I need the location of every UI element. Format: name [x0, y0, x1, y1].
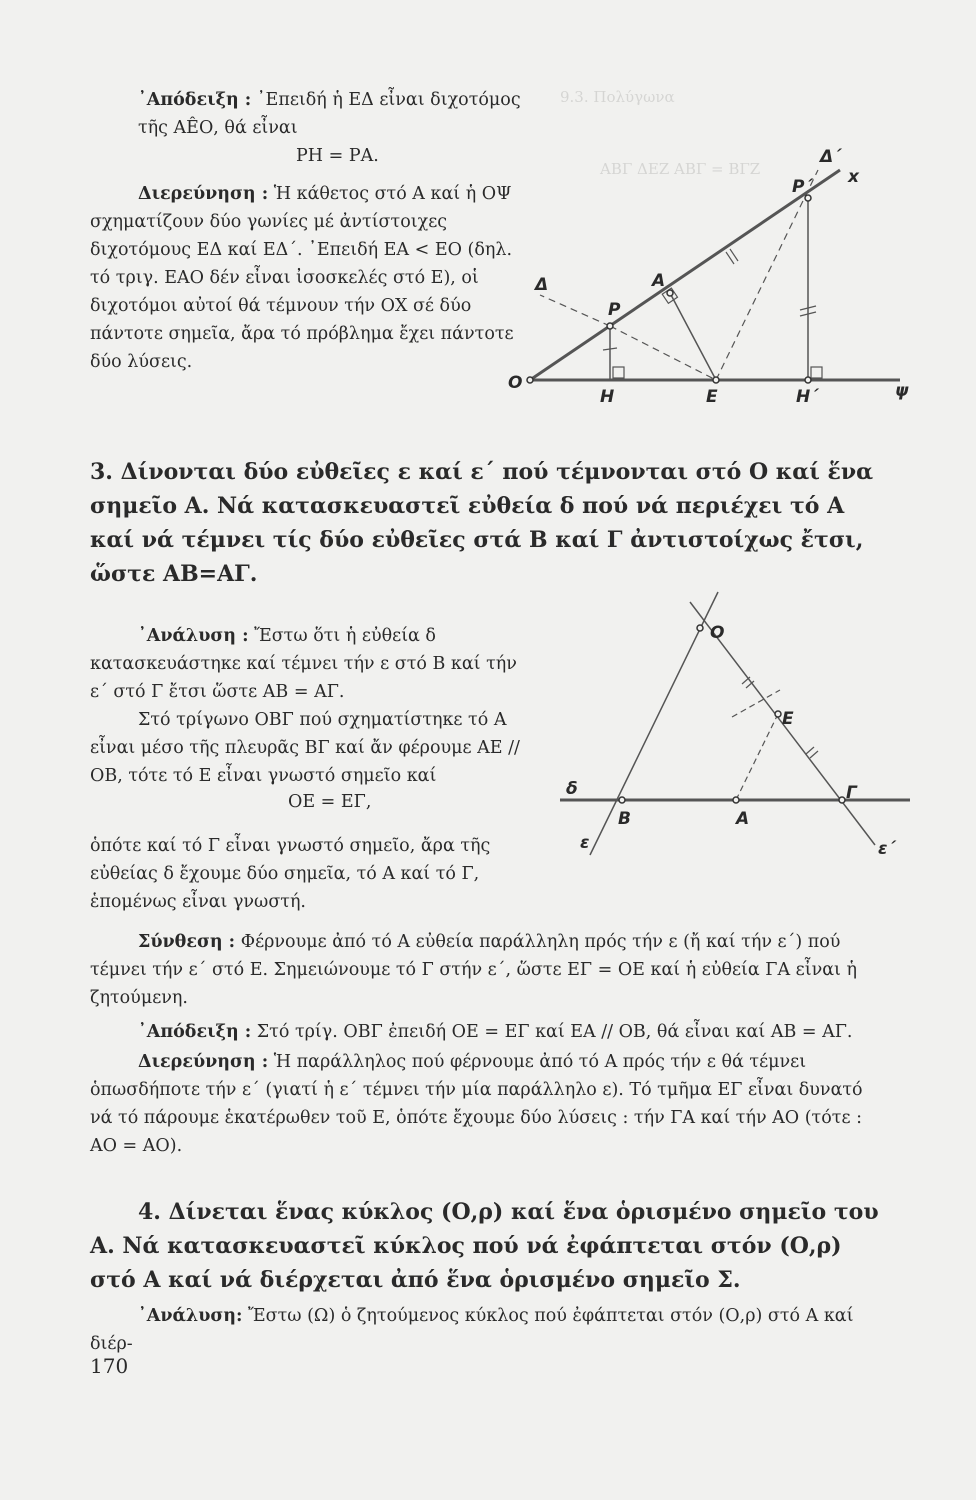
label-p-prime: Ρ΄ — [792, 177, 812, 197]
label-a: Α — [652, 271, 666, 291]
label-e: Ε — [706, 387, 718, 407]
discussion-paragraph — [90, 180, 533, 376]
proof-label: ᾿Απόδειξη : — [138, 90, 252, 110]
label-e: Ε — [782, 709, 794, 729]
analysis-equation: ΟΕ = ΕΓ, — [288, 792, 372, 812]
label-g: Γ — [846, 783, 857, 803]
segment-ea — [670, 293, 716, 380]
analysis-label: ᾿Ανάλυση : — [138, 626, 249, 646]
label-o: Ο — [710, 623, 725, 643]
label-h: Η — [600, 387, 615, 407]
segment-ae — [736, 714, 778, 800]
analysis-paragraph-4 — [90, 1302, 890, 1358]
label-x: x — [848, 167, 859, 187]
proof-equation: ΡΗ = ΡΑ. — [296, 146, 379, 166]
label-d: Δ — [535, 275, 549, 295]
analysis-paragraph-2: Στό τρίγωνο ΟΒΓ πού σχηματίστηκε τό Α εἶναι μέσο τῆς πλευρᾶς ΒΓ καί ἄν φέρουμε ΑΕ // ΟΒ, τότε τό Ε εἶναι γνωστό σημεῖο καί — [90, 710, 520, 786]
label-delta: δ — [566, 779, 578, 799]
label-epsilon: ε — [580, 833, 590, 853]
proof-label-3: ᾿Απόδειξη : — [138, 1022, 252, 1042]
figure-midpoint-construction — [560, 590, 920, 880]
label-epsilon-prime: ε΄ — [878, 839, 895, 859]
bleed-through-text: ΑΒΓ ΔΕΖ ΑΒΓ = ΒΓΖ — [600, 160, 761, 178]
proof-text: ᾿Επειδή ἡ ΕΔ εἶναι διχοτόμος τῆς ΑÊΟ, θά εἶναι — [138, 90, 521, 138]
discussion-paragraph-3 — [90, 1048, 890, 1160]
proof-paragraph-3 — [90, 1018, 890, 1046]
problem-3-title: 3. Δίνονται δύο εὐθεῖες ε καί ε΄ πού τέμνονται στό Ο καί ἕνα σημεῖο Α. Νά κατασκευαστεῖ εὐθεία δ πού νά περιέχει τό Α καί νά τέμνει τίς δύο εὐθεῖες στά Β καί Γ ἀντιστοίχως ἔτσι, ὥστε ΑΒ=ΑΓ. — [90, 459, 874, 587]
discussion-label-3: Διερεύνηση : — [138, 1052, 269, 1072]
analysis-label-4: ᾿Ανάλυση: — [138, 1306, 243, 1326]
label-h-prime: Η΄ — [796, 387, 818, 407]
label-d-prime: Δ΄ — [820, 147, 841, 167]
label-b: Β — [618, 809, 631, 829]
analysis-text: Ἔστω ὅτι ἡ εὐθεία δ κατασκευάστηκε καί τέμνει τήν ε στό Β καί τήν ε΄ στό Γ ἔτσι ὥστε ΑΒ = ΑΓ. — [90, 626, 517, 702]
problem-4-title: 4. Δίνεται ἕνας κύκλος (Ο,ρ) καί ἕνα ὁρισμένο σημεῖο του Α. Νά κατασκευαστεῖ κύκλος πού νά ἐφάπτεται στόν (Ο,ρ) στό Α καί νά διέρχεται ἀπό ἕνα ὁρισμένο σημεῖο Σ. — [90, 1199, 879, 1293]
line-o-x — [530, 170, 840, 380]
label-o: Ο — [508, 373, 523, 393]
discussion-text-3: Ἡ παράλληλος πού φέρνουμε ἀπό τό Α πρός τήν ε θά τέμνει ὁπωσδήποτε τήν ε΄ (γιατί ἡ ε΄ τέμνει τήν μία παράλληλο ε). Τό τμῆμα ΕΓ εἶναι δυνατό νά τό πάρουμε ἑκατέρωθεν τοῦ Ε, ὁπότε ἔχουμε δύο λύσεις : τήν ΓΑ καί τήν ΑΟ (τότε : ΑΟ = ΑΟ). — [90, 1052, 863, 1156]
label-a: Α — [736, 809, 750, 829]
label-p: Ρ — [608, 300, 621, 320]
analysis-text-4: Ἔστω (Ω) ὁ ζητούμενος κύκλος πού ἐφάπτεται στόν (Ο,ρ) στό Α καί διέρ- — [90, 1306, 854, 1354]
bisector-ed — [610, 326, 716, 380]
proof-paragraph — [138, 86, 533, 142]
synthesis-text: Φέρνουμε ἀπό τό Α εὐθεία παράλληλη πρός τήν ε (ἤ καί τήν ε΄) πού τέμνει τήν ε΄ στό Ε. Σημειώνουμε τό Γ στήν ε΄, ὥστε ΕΓ = ΟΕ καί ἡ εὐθεία ΓΑ εἶναι ἡ ζητούμενη. — [90, 932, 857, 1008]
bleed-through-text: 9.3. Πολύγωνα — [560, 88, 675, 106]
bisector-ed2 — [716, 170, 818, 380]
discussion-text: Ἡ κάθετος στό Α καί ἡ ΟΨ σχηματίζουν δύο γωνίες μέ ἀντίστοιχες διχοτόμους ΕΔ καί ΕΔ΄. ᾿Επειδή ΕΑ < ΕΟ (δηλ. τό τριγ. ΕΑΟ δέν εἶναι ἰσοσκελές στό Ε), οἱ διχοτόμοι αὐτοί θά τέμνουν τήν ΟΧ σέ δύο πάντοτε σημεῖα, ἄρα τό πρόβλημα ἔχει πάντοτε δύο λύσεις. — [90, 184, 514, 372]
analysis-paragraph — [90, 622, 530, 706]
discussion-label: Διερεύνηση : — [138, 184, 269, 204]
label-psi: ψ — [895, 381, 909, 401]
proof-text-3: Στό τρίγ. ΟΒΓ ἐπειδή ΟΕ = ΕΓ καί ΕΑ // ΟΒ, θά εἶναι καί ΑΒ = ΑΓ. — [251, 1022, 853, 1042]
synthesis-paragraph — [90, 928, 890, 1012]
analysis-paragraph-3: ὁπότε καί τό Γ εἶναι γνωστό σημεῖο, ἄρα τῆς εὐθείας δ ἔχουμε δύο σημεῖα, τό Α καί τό Γ, ἑπομένως εἶναι γνωστή. — [90, 836, 491, 912]
page-number: 170 — [90, 1354, 129, 1378]
figure-bisector-construction — [500, 140, 920, 420]
synthesis-label: Σύνθεση : — [138, 932, 236, 952]
